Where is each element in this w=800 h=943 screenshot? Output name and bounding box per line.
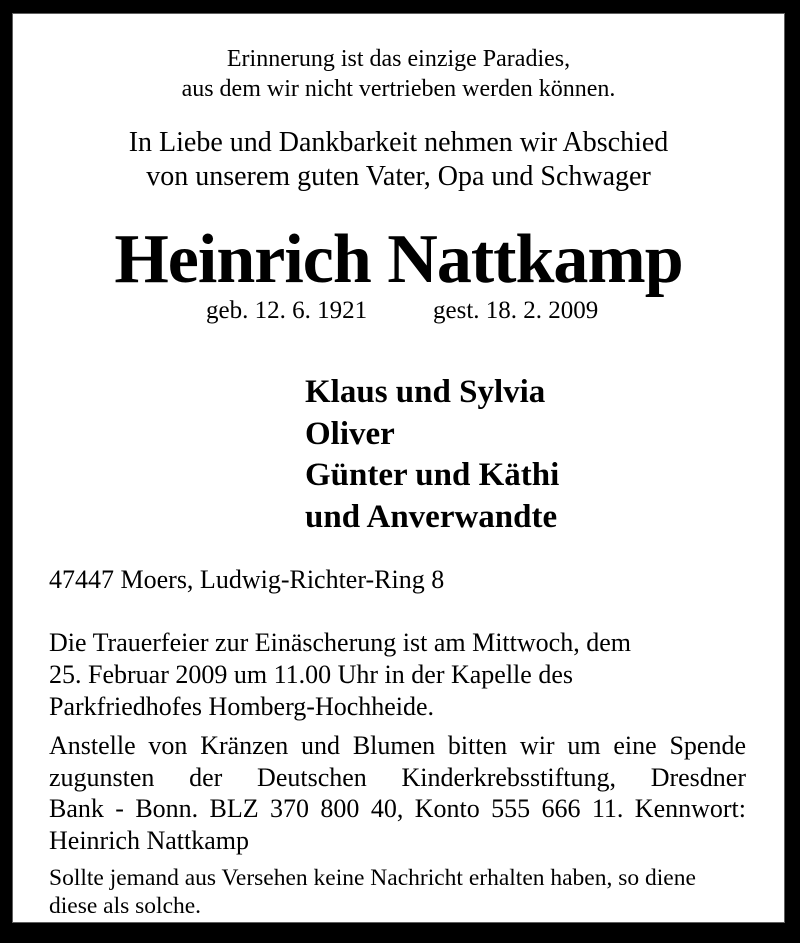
- obituary-notice-paper: [12, 13, 785, 923]
- donation-request: [49, 730, 746, 856]
- intro-line-1: In Liebe und Dankbarkeit nehmen wir Abschied: [128, 127, 669, 158]
- funeral-line-1: Die Trauerfeier zur Einäscherung ist am Mittwoch, dem: [49, 628, 631, 657]
- mourner-line-1: Klaus und Sylvia: [305, 374, 546, 410]
- epigraph-line-2: aus dem wir nicht vertrieben werden können.: [181, 76, 616, 102]
- mourners-list: [305, 372, 559, 538]
- intro-line-2: von unserem guten Vater, Opa und Schwager: [146, 161, 651, 192]
- address: 47447 Moers, Ludwig-Richter-Ring 8: [49, 565, 445, 594]
- mourner-line-4: und Anverwandte: [305, 498, 558, 535]
- death-date: gest. 18. 2. 2009: [433, 297, 599, 324]
- donation-line-4: Heinrich Nattkamp: [49, 825, 249, 855]
- birth-date: geb. 12. 6. 1921: [206, 297, 368, 324]
- funeral-details: [49, 627, 749, 723]
- donation-line-3: Bank - Bonn. BLZ 370 800 40, Konto 555 666 11. Kennwort:: [49, 794, 746, 823]
- life-dates: [13, 296, 784, 326]
- funeral-line-3: Parkfriedhofes Homberg-Hochheide.: [49, 692, 435, 721]
- deceased-name: Heinrich Nattkamp: [114, 221, 683, 298]
- intro-text: [13, 126, 784, 194]
- donation-line-2: zugunsten der Deutschen Kinderkrebsstiftung, Dresdner: [49, 762, 746, 792]
- funeral-line-2: 25. Februar 2009 um 11.00 Uhr in der Kapelle des: [49, 660, 573, 689]
- mourner-line-3: Günter und Käthi: [305, 457, 560, 493]
- closing-note-line-2: diese als solche.: [49, 893, 202, 919]
- epigraph-line-1: Erinnerung ist das einzige Paradies,: [226, 46, 571, 72]
- mourner-line-2: Oliver: [305, 415, 395, 452]
- donation-line-1: Anstelle von Kränzen und Blumen bitten wir um eine Spende: [49, 731, 746, 760]
- closing-note: [49, 864, 751, 920]
- closing-note-line-1: Sollte jemand aus Versehen keine Nachricht erhalten haben, so diene: [49, 865, 696, 891]
- epigraph: [13, 44, 784, 104]
